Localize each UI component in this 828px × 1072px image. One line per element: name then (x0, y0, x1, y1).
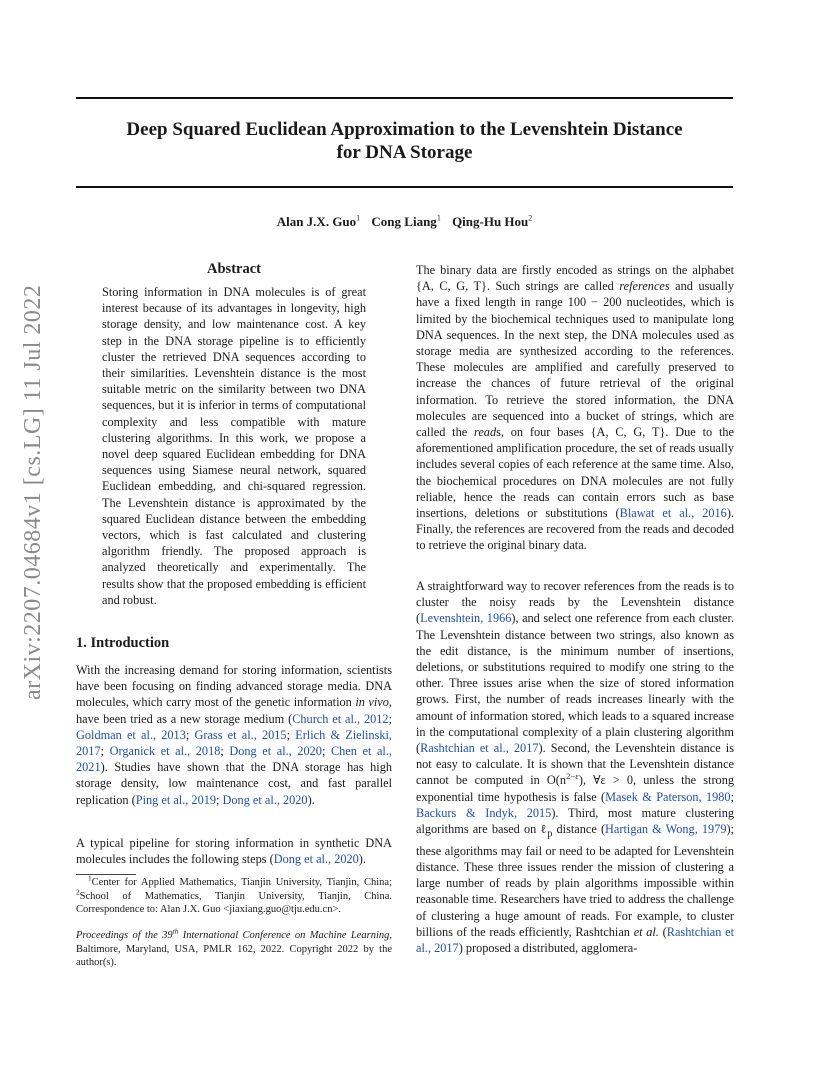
citation-link[interactable]: Erlich & Zielinski, 2017 (76, 727, 393, 759)
author-affiliation-mark: 1 (356, 213, 361, 223)
text-run: , have been tried as a new storage medium ( (76, 695, 392, 726)
text-run: ). Third, most mature clustering algorithms are based on ℓ (416, 805, 734, 837)
citation-link[interactable]: Goldman et al., 2013 (76, 727, 186, 742)
author-name: Cong Liang (371, 214, 437, 229)
title-top-rule (76, 97, 733, 99)
citation-link[interactable]: Backurs & Indyk, 2015 (416, 805, 552, 820)
emphasis: references (619, 279, 670, 294)
text-run: Center for Applied Mathematics, Tianjin University, Tianjin, China; (91, 877, 392, 888)
emphasis: et al. (633, 924, 659, 939)
text-run: With the increasing demand for storing information, scientists have been focusing on finding advanced storage media. DNA molecules, which carry most of the genetic information (76, 663, 392, 710)
citation-link[interactable]: Hartigan & Wong, 1979 (605, 822, 727, 837)
abstract-heading: Abstract (207, 261, 261, 277)
exponent: 2−ε (566, 771, 579, 782)
body-paragraph-right-2: A straightforward way to recover references from the reads is to cluster the noisy reads by the Levenshtein distance (Levenshtein, 1966), and select one reference from each cluster. The Levenshtein distance between two strings, also known as the edit distance, is the minimum number of insertions, deletions, or substitutions required to modify one string to the other. Three issues arise when the size of stored information grows. First, the number of reads increases linearly with the amount of information stored, which leads to a squared increase in the computational complexity of a plain clustering algorithm (Rashtchian et al., 2017). Second, the Levenshtein distance is not easy to calculate. It is shown that the Levenshtein distance cannot be computed in $O(n^{2-\varepsilon})$, ∀ε > 0, unless the strong exponential time hypothesis is false (Masek & Paterson, 1980; Backurs & Indyk, 2015). Third, most mature clustering algorithms are based on ℓ$_p$ distance (Hartigan & Wong, 1979); these algorithms may fail or need to be adapted for Levenshtein distance. These three issues render the mission of clustering a large number of reads by plain algorithms impossible within reasonable time. Researchers have tried to address the challenge of clustering a huge amount of reads. For example, to cluster billions of the reads efficiently, Rashtchian et al. (Rashtchian et al., 2017) proposed a distributed, agglomera- (416, 579, 735, 955)
text-run: School of Mathematics, Tianjin University, Tianjin, China. Correspondence to: Alan J.X. Guo <jiaxiang.guo@tju.edu.cn>. (76, 890, 392, 916)
footnote-mark: 1 (88, 873, 92, 883)
text-run: ). (358, 852, 366, 867)
text-run: ), and select one reference from each cluster. The Levenshtein distance between two strings, also known as the edit distance, is the minimum number of insertions, deletions, or substitutions required to modify one string to the other. Three issues arise when the size of stored information grows. First, the number of reads increases linearly with the amount of information stored, which leads to a squared increase in the computational complexity of a plain clustering algorithm ( (416, 611, 734, 756)
text-run: ) proposed a distributed, agglomera- (458, 940, 638, 955)
text-run: distance ( (552, 822, 606, 837)
title-line-1: Deep Squared Euclidean Approximation to the Levenshtein Distance (126, 119, 683, 140)
text-run: ). Second, the Levenshtein distance is not easy to calculate. It is shown that the Levenshtein distance cannot be computed in O(n (416, 741, 734, 788)
citation-link[interactable]: Ping et al., 2019 (135, 792, 217, 807)
intro-paragraph-2 (76, 835, 392, 867)
author-list (76, 214, 733, 230)
intro-paragraph-1: With the increasing demand for storing information, scientists have been focusing on finding advanced storage media. DNA molecules, which carry most of the genetic information in vivo, have been tried as a new storage medium (Church et al., 2012; Goldman et al., 2013; Grass et al., 2015; Erlich & Zielinski, 2017; Organick et al., 2018; Dong et al., 2020; Chen et al., 2021). Studies have shown that the DNA storage has high storage density, low maintenance cost, and fast parallel replication (Ping et al., 2019; Dong et al., 2020). (76, 663, 393, 807)
text-run: ( (658, 924, 667, 939)
citation-link[interactable]: Church et al., 2012 (292, 711, 389, 726)
title-bottom-rule (76, 186, 733, 188)
citation-link[interactable]: Levenshtein, 1966 (420, 611, 512, 626)
text-run: ). Finally, the references are recovered from the reads and decoded to retrieve the original binary data. (416, 506, 735, 553)
section-heading-introduction: 1. Introduction (76, 635, 170, 651)
text-run: International Conference on Machine Learning (178, 930, 390, 941)
author-name: Alan J.X. Guo (276, 214, 357, 229)
citation-link[interactable]: Organick et al., 2018 (109, 744, 221, 759)
text-run: s, on four bases {A, C, G, T}. Due to the aforementioned amplification procedure, the set of reads usually includes several copies of each reference at the same time. Also, the biochemical procedures on DNA molecules are not fully reliable, hence the reads can contain errors such as base insertions, deletions or substitutions ( (416, 425, 734, 521)
body-paragraph-right-1 (416, 262, 734, 554)
author-name: Qing-Hu Hou (452, 214, 529, 229)
citation-link[interactable]: Dong et al., 2020 (229, 744, 322, 759)
text-run: ); these algorithms may fail or need to be adapted for Levenshtein distance. These three issues render the mission of clustering a large number of reads by plain algorithms impossible within reasonable time. Researchers have tried to address the challenge of clustering a huge amount of reads. For example, to cluster billions of the reads efficiently, Rashtchian (416, 822, 735, 939)
citation-link[interactable]: Dong et al., 2020 (222, 792, 308, 807)
emphasis: in vivo (355, 695, 389, 710)
author-affiliation-mark: 1 (436, 213, 441, 223)
text-run: The binary data are firstly encoded as strings on the alphabet {A, C, G, T}. Such strings are called (416, 263, 734, 294)
text-run: Proceedings of the 39 (76, 930, 173, 941)
text-run: A straightforward way to recover references from the reads is to cluster the noisy reads by the Levenshtein distance ( (416, 579, 734, 626)
ordinal-suffix: th (172, 926, 179, 936)
citation-link[interactable]: Grass et al., 2015 (194, 727, 287, 742)
text-run: and usually have a fixed length in range 100 − 200 nucleotides, which is limited by the biochemical techniques used to manipulate long DNA sequences. In the next step, the DNA molecules used as storage media are synthesized according to the references. These molecules are amplified and carefully preserved to increase the chances of future retrieval of the original information. To retrieve the stored information, the DNA molecules are sequenced into a bucket of strings, which are called the (416, 279, 734, 440)
citation-link[interactable]: Masek & Paterson, 1980 (605, 789, 731, 804)
citation-link[interactable]: Dong et al., 2020 (273, 852, 359, 867)
author-affiliation-mark: 2 (528, 213, 533, 223)
abstract-body: Storing information in DNA molecules is of great interest because of its advantages in longevity, high storage density, and low maintenance cost. A key step in the DNA storage pipeline is to efficiently cluster the retrieved DNA sequences according to their similarities. Levenshtein distance is the most suitable metric on the similarity between two DNA sequences, but it is inferior in terms of computational complexity and less compatible with mature clustering algorithms. In this work, we propose a novel deep squared Euclidean embedding for DNA sequences using Siamese neural network, squared Euclidean embedding, and chi-squared regression. The Levenshtein distance is approximated by the squared Euclidean distance between the embedding vectors, which is fast calculated and clustering algorithm friendly. The proposed approach is analyzed theoretically and experimentally. The results show that the proposed embedding is efficient and robust. (102, 285, 366, 607)
text-run: ). Studies have shown that the DNA storage has high storage density, low maintenance cost, and fast parallel replication ( (76, 760, 392, 807)
citation-link[interactable]: Rashtchian et al., 2017 (420, 741, 539, 756)
affiliation-footnote (76, 873, 392, 917)
subscript: p (547, 828, 553, 840)
text-run: ). (307, 792, 315, 807)
text-run: A typical pipeline for storing information in synthetic DNA molecules includes the following steps ( (76, 836, 392, 867)
text-run: ), ∀ε > 0, unless the strong exponential time hypothesis is false ( (416, 773, 734, 804)
citation-link[interactable]: Chen et al., 2021 (76, 744, 392, 775)
proceedings-note (76, 926, 392, 970)
title-line-2: for DNA Storage (336, 142, 473, 163)
emphasis: read (474, 425, 497, 440)
footnote-rule (76, 874, 136, 875)
citation-link[interactable]: Blawat et al., 2016 (619, 506, 727, 521)
citation-link[interactable]: Rashtchian et al., 2017 (416, 924, 735, 955)
arxiv-side-stamp: arXiv:2207.04684v1 [cs.LG] 11 Jul 2022 (20, 284, 46, 700)
footnote-mark: 2 (76, 887, 80, 897)
text-run: , Baltimore, Maryland, USA, PMLR 162, 2022. Copyright 2022 by the author(s). (76, 930, 392, 969)
paper-title (76, 118, 733, 164)
